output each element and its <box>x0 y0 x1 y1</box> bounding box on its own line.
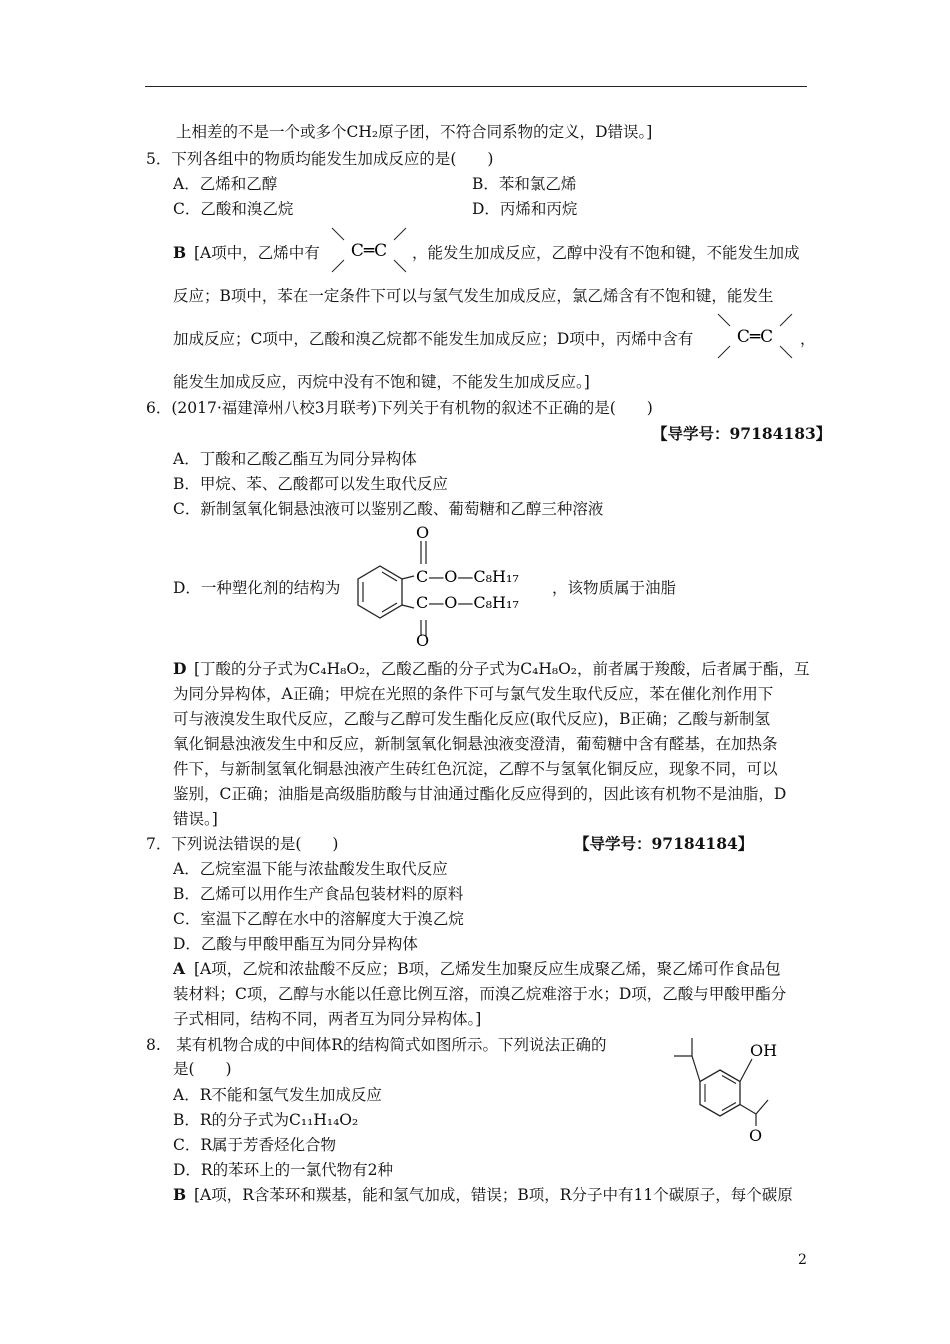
alkene-double-bond-structure <box>328 224 410 276</box>
propene-double-bond-structure <box>712 310 798 362</box>
q5-option-c: C．乙酸和溴乙烷 <box>173 200 294 218</box>
q4-explanation-tail: 上相差的不是一个或多个CH₂原子团，不符合同系物的定义，D错误。] <box>176 123 653 141</box>
double-bond-label: C═C <box>350 241 388 261</box>
q5-option-a: A．乙烯和乙醇 <box>173 175 278 193</box>
q6-explanation-3: 可与液溴发生取代反应，乙酸与乙醇可发生酯化反应(取代反应)，B正确；乙酸与新制氢 <box>173 710 770 728</box>
carbonyl-oxygen-bottom: O <box>416 631 430 648</box>
q6-option-d-suffix: ，该物质属于油脂 <box>552 579 677 597</box>
q6-answer: D <box>173 659 187 678</box>
q8-explanation-1: [A项，R含苯环和羰基，能和氢气加成，错误；B项，R分子中有11个碳原子，每个碳原 <box>194 1186 793 1204</box>
q5-explanation-1b: ，能发生加成反应，乙醇中没有不饱和键，不能发生加成 <box>412 244 800 262</box>
q7-explanation-1: [A项，乙烷和浓盐酸不反应；B项，乙烯发生加聚反应生成聚乙烯，聚乙烯可作食品包 <box>194 960 781 978</box>
q7-explanation-3: 子式相同，结构不同，两者互为同分异构体。] <box>173 1010 482 1028</box>
q5-answer: B <box>173 243 187 262</box>
q5-explanation-3a: 加成反应；C项中，乙酸和溴乙烷都不能发生加成反应；D项中，丙烯中含有 <box>173 330 694 348</box>
q6-explanation-7: 错误。] <box>173 810 218 828</box>
q5-explanation-2: 反应；B项中，苯在一定条件下可以与氢气发生加成反应，氯乙烯含有不饱和键，能发生 <box>173 287 774 305</box>
q6-option-c: C．新制氢氧化铜悬浊液可以鉴别乙酸、葡萄糖和乙醇三种溶液 <box>173 500 604 518</box>
compound-r-structure <box>672 1034 798 1144</box>
q7-option-c: C．室温下乙醇在水中的溶解度大于溴乙烷 <box>173 910 464 928</box>
q7-answer: A <box>173 959 186 978</box>
q8-option-a: A．R不能和氢气发生加成反应 <box>173 1086 382 1104</box>
q7-explanation-2: 装材料；C项，乙醇与水能以任意比例互溶，而溴乙烷难溶于水；D项，乙酸与甲酸甲酯分 <box>173 985 787 1003</box>
ester-group-top: C—O—C₈H₁₇ <box>416 567 519 586</box>
ester-group-bottom: C—O—C₈H₁₇ <box>416 593 519 612</box>
q6-explanation-5: 件下，与新制氢氧化铜悬浊液产生砖红色沉淀，乙醇不与氢氧化铜反应，现象不同，可以 <box>173 760 778 778</box>
q6-guide-number: 【导学号：97184183】 <box>652 424 832 443</box>
q8-answer: B <box>173 1185 187 1204</box>
double-bond-label: C═C <box>736 327 774 347</box>
q6-option-d-prefix: D．一种塑化剂的结构为 <box>173 579 341 597</box>
q8-option-d: D．R的苯环上的一氯代物有2种 <box>173 1161 393 1179</box>
q5-option-b: B．苯和氯乙烯 <box>472 175 577 193</box>
page-number: 2 <box>798 1252 807 1268</box>
header-rule <box>145 86 807 87</box>
q5-option-d: D．丙烯和丙烷 <box>472 200 578 218</box>
q7-option-d: D．乙酸与甲酸甲酯互为同分异构体 <box>173 935 418 953</box>
carbonyl-oxygen-top: O <box>416 523 430 542</box>
hydroxyl-label: OH <box>750 1041 778 1060</box>
q8-option-b: B．R的分子式为C₁₁H₁₄O₂ <box>173 1111 359 1129</box>
carbonyl-oxygen-label: O <box>749 1126 763 1144</box>
q8-option-c: C．R属于芳香烃化合物 <box>173 1136 337 1154</box>
q5-explanation-3b: ， <box>800 330 816 348</box>
q8-stem-line-1: 8. 某有机物合成的中间体R的结构简式如图所示。下列说法正确的 <box>146 1036 607 1054</box>
q6-stem: 6．(2017·福建漳州八校3月联考)下列关于有机物的叙述不正确的是( ) <box>146 399 653 417</box>
q5-explanation-1a: [A项中，乙烯中有 <box>194 244 320 262</box>
q5-stem: 5．下列各组中的物质均能发生加成反应的是( ) <box>146 150 494 168</box>
q6-option-b: B．甲烷、苯、乙酸都可以发生取代反应 <box>173 475 448 493</box>
q7-guide-number: 【导学号：97184184】 <box>574 834 754 853</box>
q6-option-a: A．丁酸和乙酸乙酯互为同分异构体 <box>173 450 417 468</box>
q7-stem: 7．下列说法错误的是( ) <box>146 835 339 853</box>
q7-option-b: B．乙烯可以用作生产食品包装材料的原料 <box>173 885 464 903</box>
q6-explanation-1: [丁酸的分子式为C₄H₈O₂，乙酸乙酯的分子式为C₄H₈O₂，前者属于羧酸，后者属于酯，互 <box>194 660 810 678</box>
q6-explanation-2: 为同分异构体，A正确；甲烷在光照的条件下可与氯气发生取代反应，苯在催化剂作用下 <box>173 685 774 703</box>
q5-explanation-4: 能发生加成反应，丙烷中没有不饱和键，不能发生加成反应。] <box>173 373 590 391</box>
q8-stem-line-2: 是( ) <box>173 1060 232 1078</box>
q6-explanation-4: 氧化铜悬浊液发生中和反应，新制氢氧化铜悬浊液变澄清，葡萄糖中含有醛基，在加热条 <box>173 735 778 753</box>
q7-option-a: A．乙烷室温下能与浓盐酸发生取代反应 <box>173 860 448 878</box>
q6-explanation-6: 鉴别，C正确；油脂是高级脂肪酸与甘油通过酯化反应得到的，因此该有机物不是油脂，D <box>173 785 787 803</box>
plasticizer-phthalate-structure <box>346 522 552 648</box>
